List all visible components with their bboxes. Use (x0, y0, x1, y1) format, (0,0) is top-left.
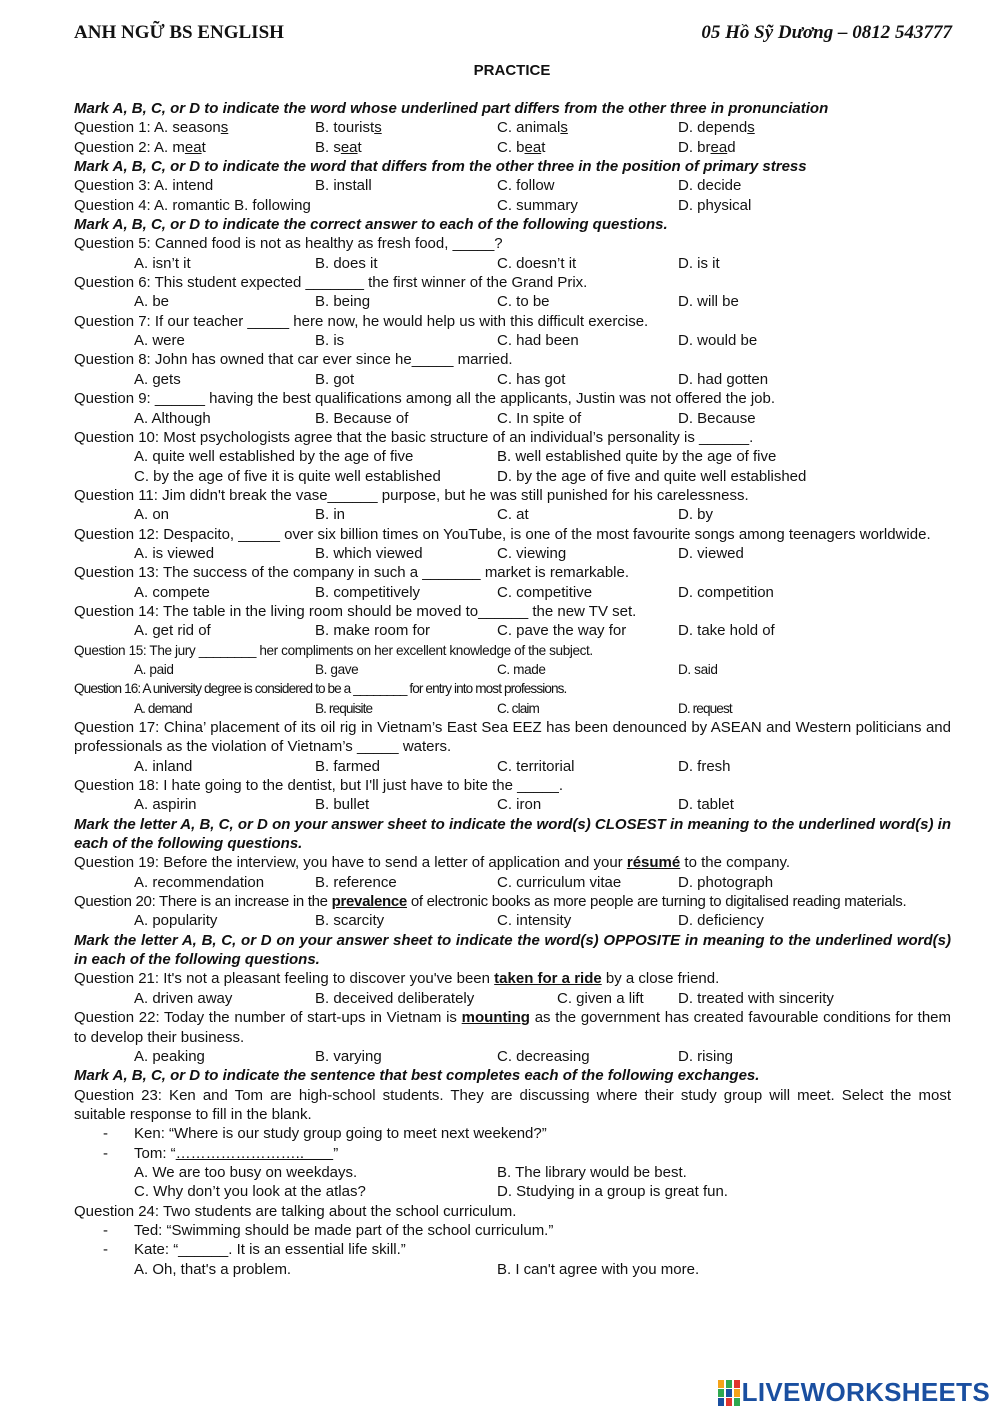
option-d[interactable]: D. by (678, 506, 714, 524)
question-21-options (74, 989, 951, 1008)
option-d[interactable]: D. by the age of five and quite well established (497, 467, 807, 485)
question-12-text: Question 12: Despacito, _____ over six billion times on YouTube, is one of the most favourite songs among teenagers worldwide. (74, 525, 931, 543)
option-b[interactable]: B. Because of (315, 409, 409, 427)
option-a[interactable]: A. get rid of (134, 622, 211, 640)
option-c[interactable]: C. decreasing (497, 1047, 590, 1065)
option-a[interactable]: A. peaking (134, 1047, 205, 1065)
option-a[interactable]: A. on (134, 506, 170, 524)
option-a[interactable]: A. driven away (134, 989, 233, 1007)
liveworksheets-icon (718, 1380, 740, 1406)
question-24-options (74, 1260, 951, 1279)
dialogue-line-ken: - Ken: “Where is our study group going to meet next weekend?” (103, 1125, 547, 1143)
option-a[interactable]: A. inland (134, 757, 193, 775)
question-22-options (74, 1047, 951, 1066)
section-instruction: Mark the letter A, B, C, or D on your answer sheet to indicate the word(s) CLOSEST in meaning to the underlined word(s) in each of the following questions. (74, 815, 951, 853)
question-22-text: Question 22: Today the number of start-ups in Vietnam is mounting as the government has created favourable conditions for them to develop their business. (74, 1009, 952, 1046)
section-instruction: Mark A, B, C, or D to indicate the correct answer to each of the following questions. (74, 216, 668, 234)
underlined-word: prevalence (331, 893, 407, 911)
option-d[interactable]: D. Because (678, 409, 756, 427)
option-d[interactable]: D. would be (678, 332, 758, 350)
section-instruction: Mark A, B, C, or D to indicate the word that differs from the other three in the position of primary stress (74, 158, 807, 176)
option-d[interactable]: D. had gotten (678, 370, 769, 388)
option-b[interactable]: B. is (315, 332, 345, 350)
section-instruction: Mark the letter A, B, C, or D on your answer sheet to indicate the word(s) OPPOSITE in meaning to the underlined word(s) in each of the following questions. (74, 931, 951, 969)
question-6-options (74, 292, 951, 311)
question-20-text: Question 20: There is an increase in the prevalence of electronic books as more people are turning to digitalised reading materials. (74, 893, 907, 911)
option-a[interactable]: A. gets (134, 370, 181, 388)
option-d[interactable]: D. is it (678, 254, 720, 272)
question-10-options-row1 (74, 447, 951, 466)
option-a[interactable]: A. isn’t it (134, 254, 191, 272)
question-6-text: Question 6: This student expected _______ the first winner of the Grand Prix. (74, 274, 588, 292)
question-16-text: Question 16: A university degree is considered to be a ________ for entry into most professions. (74, 681, 567, 697)
option-d[interactable]: D. rising (678, 1047, 734, 1065)
option-a[interactable]: A. recommendation (134, 873, 265, 891)
question-19-text: Question 19: Before the interview, you have to send a letter of application and your résumé to the company. (74, 854, 791, 872)
option-c[interactable]: C. made (497, 661, 546, 677)
question-10-options-row2 (74, 467, 951, 486)
question-19-options (74, 873, 951, 892)
option-c[interactable]: C. claim (497, 700, 539, 716)
option-b[interactable]: B. bullet (315, 796, 370, 814)
option-b[interactable]: B. The library would be best. (497, 1163, 687, 1181)
question-13-text: Question 13: The success of the company in such a _______ market is remarkable. (74, 564, 630, 582)
question-11-text: Question 11: Jim didn't break the vase______ purpose, but he was still punished for his carelessness. (74, 486, 749, 504)
option-c[interactable]: C. to be (497, 293, 550, 311)
header-contact: 05 Hồ Sỹ Dương – 0812 543777 (701, 22, 952, 43)
liveworksheets-logo (718, 1377, 990, 1408)
logo-text: LIVEWORKSHEETS (741, 1377, 990, 1407)
question-7-options (74, 331, 951, 350)
option-c[interactable]: C. at (497, 506, 529, 524)
option-d[interactable]: D. deficiency (678, 912, 764, 930)
option-c[interactable]: C. territorial (497, 757, 575, 775)
question-23-options-row2 (74, 1182, 951, 1201)
option-b[interactable]: B. gave (315, 661, 359, 677)
option-c[interactable]: C. has got (497, 370, 566, 388)
option-b[interactable]: B. requisite (315, 700, 373, 716)
option-d[interactable]: D. request (678, 700, 732, 716)
option-c[interactable]: C. by the age of five it is quite well established (134, 467, 441, 485)
answer-blank[interactable]: …………………….. (175, 1144, 334, 1162)
section-instruction: Mark A, B, C, or D to indicate the word whose underlined part differs from the other three in pronunciation (74, 100, 829, 117)
option-b[interactable]: B. farmed (315, 757, 381, 775)
option-b[interactable]: B. being (315, 293, 371, 311)
option-c[interactable]: C. doesn’t it (497, 254, 577, 272)
option-b[interactable]: B. reference (315, 873, 397, 891)
question-12-options (74, 544, 951, 563)
question-5-options (74, 254, 951, 273)
question-10-text: Question 10: Most psychologists agree that the basic structure of an individual’s personality is ______. (74, 428, 754, 446)
question-5-text: Question 5: Canned food is not as healthy as fresh food, _____? (74, 235, 503, 253)
question-17-options (74, 757, 951, 776)
page-title: PRACTICE (473, 62, 551, 79)
option-b[interactable]: B. does it (315, 254, 378, 272)
option-a[interactable]: A. demand (134, 700, 192, 716)
question-14-options (74, 621, 951, 640)
question-18-options (74, 795, 951, 814)
question-11-options (74, 505, 951, 524)
option-c[interactable]: C. intensity (497, 912, 572, 930)
header-school-name: ANH NGỮ BS ENGLISH (74, 22, 284, 43)
question-21-text: Question 21: It's not a pleasant feeling to discover you've been taken for a ride by a close friend. (74, 970, 720, 988)
option-c[interactable]: C. curriculum vitae (497, 873, 622, 891)
option-a[interactable]: A. is viewed (134, 544, 215, 562)
worksheet-body (74, 99, 951, 1279)
question-8-text: Question 8: John has owned that car ever since he_____ married. (74, 351, 513, 369)
question-23-text: Question 23: Ken and Tom are high-school students. They are discussing where their study group will meet. Select the most suitable response to fill in the blank. (74, 1086, 951, 1123)
option-c[interactable]: C. viewing (497, 544, 567, 562)
option-d[interactable]: D. viewed (678, 544, 744, 562)
option-c[interactable]: C. iron (497, 796, 542, 814)
question-1: Question 1: A. seasons B. tourists C. animals D. depends (74, 119, 755, 137)
question-15-options (74, 660, 951, 679)
option-d[interactable]: D. said (678, 661, 718, 677)
question-7-text: Question 7: If our teacher _____ here now, he would help us with this difficult exercise. (74, 312, 649, 330)
question-14-text: Question 14: The table in the living room should be moved to______ the new TV set. (74, 602, 637, 620)
option-c[interactable]: C. Why don’t you look at the atlas? (134, 1183, 366, 1201)
option-b[interactable]: B. deceived deliberately (315, 989, 475, 1007)
option-c[interactable]: C. had been (497, 332, 579, 350)
option-d[interactable]: D. photograph (678, 873, 774, 891)
option-c[interactable]: C. In spite of (497, 409, 582, 427)
question-13-options (74, 583, 951, 602)
question-8-options (74, 370, 951, 389)
option-b[interactable]: B. got (315, 370, 355, 388)
option-a[interactable]: A. popularity (134, 912, 218, 930)
option-a[interactable]: A. Although (134, 409, 211, 427)
underlined-word: résumé (626, 854, 681, 872)
option-b[interactable]: B. well established quite by the age of five (497, 448, 777, 466)
question-9-text: Question 9: ______ having the best qualifications among all the applicants, Justin was not offered the job. (74, 390, 776, 408)
question-15-text: Question 15: The jury ________ her compliments on her excellent knowledge of the subject. (74, 642, 593, 658)
question-17-text: Question 17: China’ placement of its oil rig in Vietnam’s East Sea EEZ has been denounced by ASEAN and Western politicians and professionals as the violation of Vietnam’s _____ waters. (74, 719, 951, 756)
question-3: Question 3: A. intend B. install C. follow D. decide (74, 177, 742, 195)
option-d[interactable]: D. take hold of (678, 622, 775, 640)
underlined-word: taken for a ride (494, 970, 602, 988)
option-a[interactable]: A. paid (134, 661, 174, 677)
option-c[interactable]: C. pave the way for (497, 622, 627, 640)
option-d[interactable]: D. Studying in a group is great fun. (497, 1183, 728, 1201)
option-d[interactable]: D. treated with sincerity (678, 989, 834, 1007)
question-24-text: Question 24: Two students are talking about the school curriculum. (74, 1202, 517, 1220)
option-a[interactable]: A. We are too busy on weekdays. (134, 1163, 358, 1181)
option-d[interactable]: D. competition (678, 583, 774, 601)
option-a[interactable]: A. aspirin (134, 796, 197, 814)
question-4: Question 4: A. romantic B. following C. summary D. physical (74, 196, 752, 214)
option-a[interactable]: A. be (134, 293, 170, 311)
dialogue-line-tom: - Tom: “ …………………….. ” (103, 1144, 339, 1162)
option-c[interactable]: C. competitive (497, 583, 593, 601)
section-instruction: Mark A, B, C, or D to indicate the sentence that best completes each of the following exchanges. (74, 1067, 760, 1085)
question-9-options (74, 409, 951, 428)
option-b[interactable]: B. which viewed (315, 544, 423, 562)
question-20-options (74, 911, 951, 930)
underlined-word: mounting (461, 1009, 530, 1027)
option-d[interactable]: D. will be (678, 293, 739, 311)
dialogue-line-ted: - Ted: “Swimming should be made part of the school curriculum.” (103, 1221, 554, 1239)
option-c[interactable]: C. given a lift (557, 989, 644, 1007)
option-a[interactable]: A. quite well established by the age of five (134, 448, 414, 466)
question-16-options (74, 699, 951, 718)
option-a[interactable]: A. Oh, that's a problem. (134, 1260, 292, 1278)
question-23-options-row1 (74, 1163, 951, 1182)
option-b[interactable]: B. scarcity (315, 912, 385, 930)
question-18-text: Question 18: I hate going to the dentist, but I'll just have to bite the _____. (74, 777, 564, 795)
option-a[interactable]: A. were (134, 332, 185, 350)
option-b[interactable]: B. in (315, 506, 346, 524)
option-d[interactable]: D. tablet (678, 796, 734, 814)
option-b[interactable]: B. varying (315, 1047, 382, 1065)
option-b[interactable]: B. make room for (315, 622, 431, 640)
option-a[interactable]: A. compete (134, 583, 210, 601)
dialogue-line-kate: - Kate: “______. It is an essential life skill.” (103, 1241, 406, 1259)
question-2: Question 2: A. meat B. seat C. beat D. bread (74, 138, 736, 156)
option-b[interactable]: B. competitively (315, 583, 421, 601)
option-d[interactable]: D. fresh (678, 757, 731, 775)
option-b[interactable]: B. I can't agree with you more. (497, 1260, 700, 1278)
